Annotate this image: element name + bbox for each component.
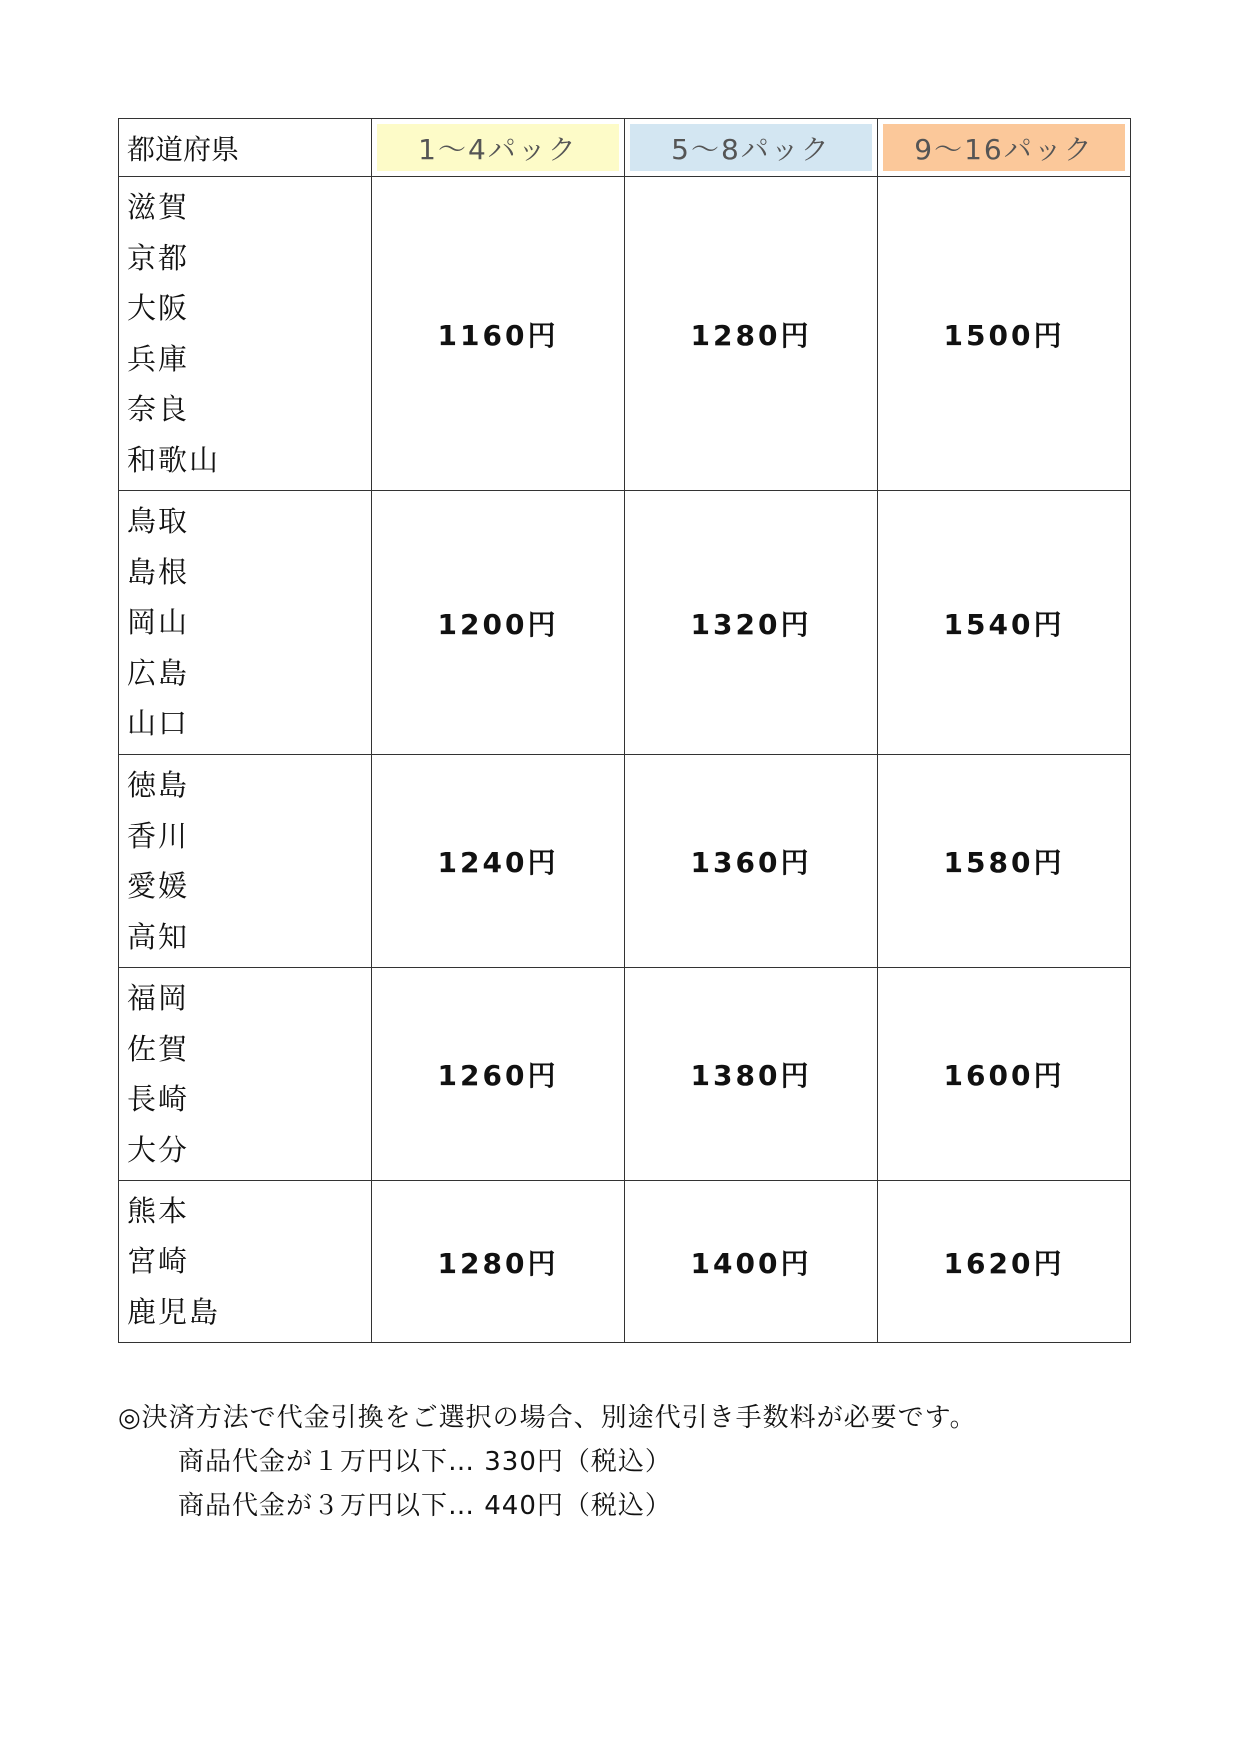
- prefecture-list: [119, 968, 372, 1181]
- price-tier-9-16: 1500円: [878, 177, 1131, 491]
- header-prefecture: 都道府県: [119, 119, 372, 177]
- price-tier-9-16: 1620円: [878, 1181, 1131, 1343]
- prefecture-name: 和歌山: [127, 442, 221, 477]
- prefecture-name: 高知: [127, 919, 190, 954]
- price-tier-9-16: 1540円: [878, 491, 1131, 755]
- prefecture-list: [119, 177, 372, 491]
- prefecture-name: 大阪: [127, 291, 190, 325]
- prefecture-list: [119, 491, 372, 755]
- prefecture-name: 徳島: [127, 768, 190, 802]
- table-row: [119, 755, 1131, 968]
- prefecture-name: 奈良: [127, 392, 190, 426]
- prefecture-name: 島根: [127, 554, 190, 589]
- cod-fee-line: 商品代金が１万円以下… 330円（税込）: [178, 1447, 672, 1477]
- prefecture-name: 滋賀: [127, 190, 190, 224]
- price-tier-1-4: 1280円: [372, 1181, 625, 1343]
- price-tier-5-8: 1280円: [625, 177, 878, 491]
- price-tier-5-8: 1360円: [625, 755, 878, 968]
- prefecture-name: 福岡: [127, 981, 190, 1015]
- table-row: [119, 1181, 1131, 1343]
- tier-label-9-16: 9～16パック: [883, 124, 1125, 171]
- cod-fee-line: 商品代金が３万円以下… 440円（税込）: [178, 1491, 672, 1521]
- prefecture-list: [119, 755, 372, 968]
- shipping-rate-table: [118, 118, 1131, 1343]
- price-tier-9-16: 1600円: [878, 968, 1131, 1181]
- price-tier-1-4: 1240円: [372, 755, 625, 968]
- prefecture-name: 大分: [127, 1132, 190, 1167]
- prefecture-name: 鳥取: [127, 504, 190, 539]
- price-tier-5-8: 1380円: [625, 968, 878, 1181]
- prefecture-name: 熊本: [127, 1193, 190, 1228]
- header-tier-1-4: [372, 119, 625, 177]
- prefecture-name: 山口: [127, 706, 190, 741]
- prefecture-name: 香川: [127, 818, 190, 853]
- price-tier-1-4: 1160円: [372, 177, 625, 491]
- header-tier-9-16: [878, 119, 1131, 177]
- table-row: [119, 968, 1131, 1181]
- tier-label-5-8: 5～8パック: [630, 124, 872, 171]
- prefecture-name: 鹿児島: [127, 1294, 221, 1329]
- table-row: [119, 177, 1131, 491]
- price-tier-1-4: 1260円: [372, 968, 625, 1181]
- prefecture-name: 兵庫: [127, 341, 190, 376]
- price-tier-1-4: 1200円: [372, 491, 625, 755]
- price-tier-9-16: 1580円: [878, 755, 1131, 968]
- cod-note-main: ◎決済方法で代金引換をご選択の場合、別途代引き手数料が必要です。: [118, 1403, 977, 1433]
- prefecture-name: 京都: [127, 240, 190, 275]
- prefecture-name: 岡山: [127, 605, 190, 640]
- table-header-row: [119, 119, 1131, 177]
- prefecture-name: 愛媛: [127, 869, 190, 903]
- price-tier-5-8: 1320円: [625, 491, 878, 755]
- price-tier-5-8: 1400円: [625, 1181, 878, 1343]
- prefecture-name: 宮崎: [127, 1244, 190, 1279]
- prefecture-name: 佐賀: [127, 1031, 190, 1066]
- prefecture-name: 長崎: [127, 1082, 190, 1116]
- tier-label-1-4: 1～4パック: [377, 124, 619, 171]
- table-row: [119, 491, 1131, 755]
- prefecture-name: 広島: [127, 655, 190, 690]
- cod-fee-notes: [118, 1396, 977, 1528]
- prefecture-list: [119, 1181, 372, 1343]
- header-tier-5-8: [625, 119, 878, 177]
